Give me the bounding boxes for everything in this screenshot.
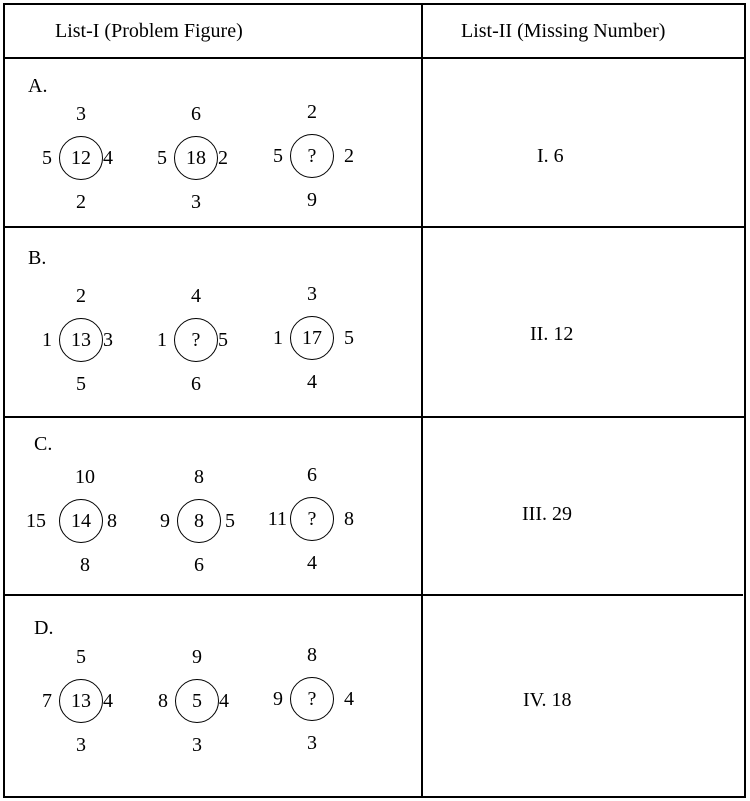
figure-top-number: 2 — [307, 101, 317, 123]
figure-top-number: 8 — [307, 644, 317, 666]
figure-center-circle: 5 — [175, 679, 219, 723]
figure-bottom-number: 6 — [191, 373, 201, 395]
figure-left-number: 9 — [160, 510, 170, 532]
problem-figure — [19, 646, 139, 756]
figure-left-number: 5 — [273, 145, 283, 167]
header-list-1: List-I (Problem Figure) — [55, 20, 243, 42]
header-list-2: List-II (Missing Number) — [461, 20, 666, 42]
problem-figure — [23, 466, 143, 576]
figure-bottom-number: 3 — [192, 734, 202, 756]
figure-center-circle: ? — [290, 134, 334, 178]
figure-top-number: 5 — [76, 646, 86, 668]
figure-center-circle: 14 — [59, 499, 103, 543]
figure-right-number: 8 — [344, 508, 354, 530]
figure-right-number: 4 — [103, 690, 113, 712]
figure-right-number: 8 — [107, 510, 117, 532]
figure-right-number: 2 — [344, 145, 354, 167]
list-2-answer: II. 12 — [530, 323, 574, 345]
figure-right-number: 3 — [103, 329, 113, 351]
figure-right-number: 4 — [219, 690, 229, 712]
figure-left-number: 8 — [158, 690, 168, 712]
problem-figure — [134, 103, 254, 213]
figure-left-number: 5 — [42, 147, 52, 169]
figure-top-number: 6 — [191, 103, 201, 125]
figure-left-number: 1 — [42, 329, 52, 351]
list-2-answer: I. 6 — [537, 145, 564, 167]
figure-center-circle: ? — [174, 318, 218, 362]
figure-bottom-number: 4 — [307, 552, 317, 574]
figure-bottom-number: 3 — [76, 734, 86, 756]
figure-top-number: 9 — [192, 646, 202, 668]
row-label: B. — [28, 247, 47, 269]
figure-bottom-number: 8 — [80, 554, 90, 576]
problem-figure — [134, 285, 254, 395]
problem-figure — [250, 464, 370, 574]
figure-bottom-number: 5 — [76, 373, 86, 395]
figure-left-number: 9 — [273, 688, 283, 710]
figure-bottom-number: 3 — [307, 732, 317, 754]
figure-top-number: 2 — [76, 285, 86, 307]
figure-top-number: 3 — [307, 283, 317, 305]
figure-left-number: 1 — [273, 327, 283, 349]
problem-figure — [250, 644, 370, 754]
problem-figure — [19, 285, 139, 395]
figure-top-number: 6 — [307, 464, 317, 486]
figure-center-circle: ? — [290, 497, 334, 541]
problem-figure — [250, 101, 370, 211]
figure-left-number: 11 — [267, 508, 287, 530]
figure-top-number: 10 — [75, 466, 95, 488]
figure-center-circle: 8 — [177, 499, 221, 543]
figure-bottom-number: 3 — [191, 191, 201, 213]
figure-left-number: 15 — [26, 510, 46, 532]
table-row — [0, 228, 750, 416]
figure-right-number: 4 — [344, 688, 354, 710]
figure-right-number: 2 — [218, 147, 228, 169]
figure-left-number: 7 — [42, 690, 52, 712]
figure-bottom-number: 6 — [194, 554, 204, 576]
problem-figure — [19, 103, 139, 213]
figure-top-number: 3 — [76, 103, 86, 125]
figure-center-circle: 12 — [59, 136, 103, 180]
figure-center-circle: 13 — [59, 318, 103, 362]
figure-center-circle: ? — [290, 677, 334, 721]
figure-top-number: 4 — [191, 285, 201, 307]
figure-bottom-number: 2 — [76, 191, 86, 213]
figure-right-number: 5 — [344, 327, 354, 349]
figure-left-number: 1 — [157, 329, 167, 351]
problem-figure — [135, 646, 255, 756]
figure-bottom-number: 4 — [307, 371, 317, 393]
figure-right-number: 5 — [225, 510, 235, 532]
list-2-answer: III. 29 — [522, 503, 572, 525]
row-label: A. — [28, 75, 48, 97]
figure-bottom-number: 9 — [307, 189, 317, 211]
figure-center-circle: 17 — [290, 316, 334, 360]
figure-top-number: 8 — [194, 466, 204, 488]
figure-right-number: 4 — [103, 147, 113, 169]
list-2-answer: IV. 18 — [523, 689, 572, 711]
problem-figure — [137, 466, 257, 576]
table-row — [0, 418, 750, 594]
row-label: D. — [34, 617, 54, 639]
table-row — [0, 59, 750, 226]
table-row — [0, 596, 750, 798]
figure-center-circle: 18 — [174, 136, 218, 180]
figure-left-number: 5 — [157, 147, 167, 169]
figure-right-number: 5 — [218, 329, 228, 351]
row-label: C. — [34, 433, 53, 455]
problem-figure — [250, 283, 370, 393]
figure-center-circle: 13 — [59, 679, 103, 723]
